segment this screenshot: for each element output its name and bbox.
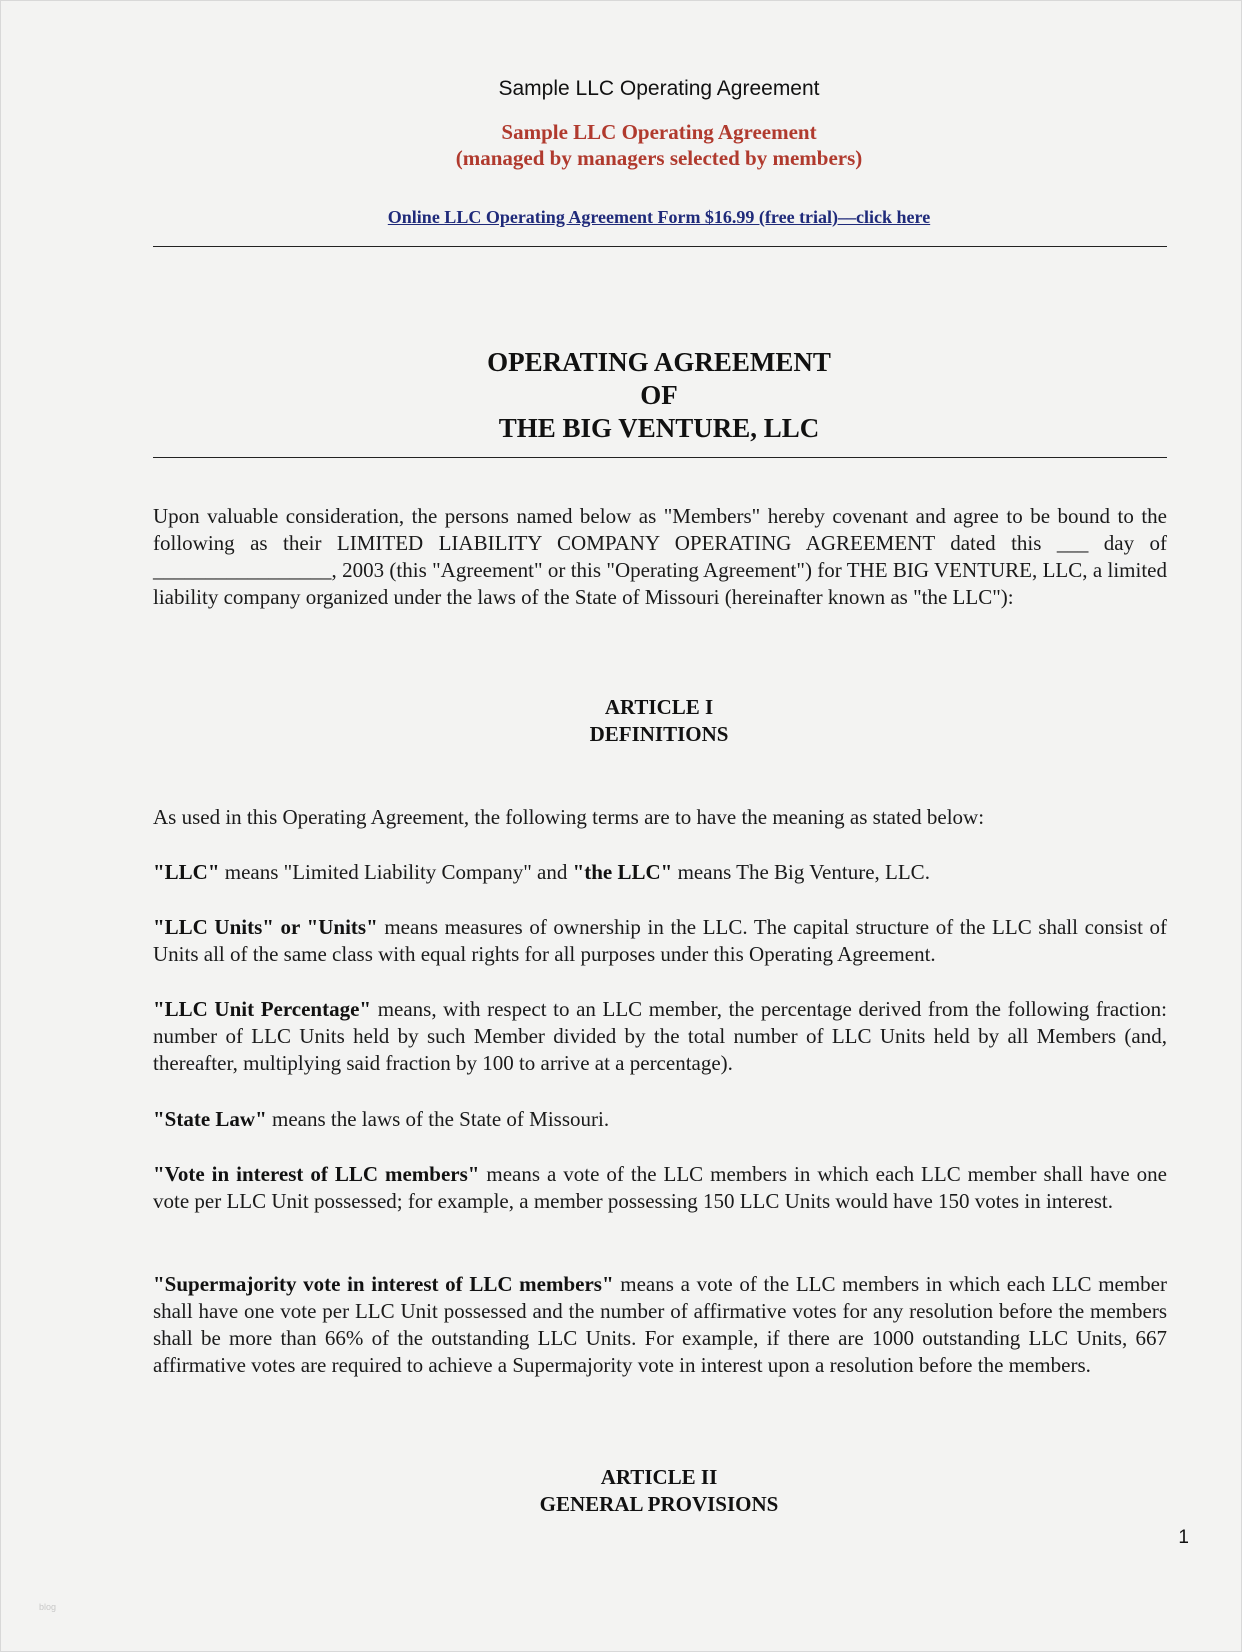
term-supermajority: "Supermajority vote in interest of LLC members" bbox=[153, 1272, 614, 1296]
definition-llc: "LLC" means "Limited Liability Company" and "the LLC" means The Big Venture, LLC. bbox=[153, 860, 930, 884]
term-the-llc: "the LLC" bbox=[572, 860, 673, 884]
article-2-name: GENERAL PROVISIONS bbox=[539, 1492, 779, 1516]
definition-supermajority: "Supermajority vote in interest of LLC members" means a vote of the LLC members in which each LLC member shall have one vote per LLC Unit possessed and the number of affirmative votes for any resolution before the members shall be more than 66% of the outstanding LLC Units. For example, if there are 1000 outstanding LLC Units, 667 affirmative votes are required to achieve a Supermajority vote in interest upon a resolution before the members. bbox=[153, 1272, 1167, 1377]
company-name-title: THE BIG VENTURE, LLC bbox=[498, 413, 820, 443]
agreement-title: OPERATING AGREEMENT bbox=[487, 347, 831, 377]
term-llc-units: "LLC Units" or "Units" bbox=[153, 915, 378, 939]
definitions-intro: As used in this Operating Agreement, the following terms are to have the meaning as stated below: bbox=[153, 805, 985, 829]
term-vote-in-interest: "Vote in interest of LLC members" bbox=[153, 1162, 480, 1186]
definition-state-law: "State Law" means the laws of the State of Missouri. bbox=[153, 1107, 610, 1131]
article-2-number: ARTICLE II bbox=[600, 1465, 718, 1489]
title-divider bbox=[153, 457, 1167, 458]
intro-paragraph: Upon valuable consideration, the persons named below as "Members" hereby covenant and agree to be bound to the following as their LIMITED LIABILITY COMPANY OPERATING AGREEMENT dated this ___ day of _________________, 2003 (this "Agreement" or this "Operating Agreement") for THE BIG VENTURE, LLC, a limited liability company organized under the laws of the State of Missouri (hereinafter known as "the LLC"): bbox=[153, 504, 1167, 609]
red-subtitle: (managed by managers selected by members) bbox=[455, 146, 863, 170]
definition-llc-units: "LLC Units" or "Units" means measures of ownership in the LLC. The capital structure of the LLC shall consist of Units all of the same class with equal rights for all purposes under this Operating Agreement. bbox=[153, 915, 1167, 966]
watermark: blog bbox=[39, 1602, 57, 1612]
term-llc: "LLC" bbox=[153, 860, 220, 884]
term-state-law: "State Law" bbox=[153, 1107, 267, 1131]
term-unit-percentage: "LLC Unit Percentage" bbox=[153, 997, 372, 1021]
header-title: Sample LLC Operating Agreement bbox=[498, 77, 820, 100]
article-1-number: ARTICLE I bbox=[604, 695, 714, 719]
definition-unit-percentage: "LLC Unit Percentage" means, with respect to an LLC member, the percentage derived from the following fraction: number of LLC Units held by such Member divided by the total number of LLC Units held by all Members (and, thereafter, multiplying said fraction by 100 to arrive at a percentage). bbox=[153, 997, 1167, 1075]
agreement-title-of: OF bbox=[640, 380, 678, 410]
article-1-name: DEFINITIONS bbox=[589, 722, 729, 746]
definition-vote-in-interest: "Vote in interest of LLC members" means a vote of the LLC members in which each LLC member shall have one vote per LLC Unit possessed; for example, a member possessing 150 LLC Units would have 150 votes in interest. bbox=[153, 1162, 1167, 1213]
red-title: Sample LLC Operating Agreement bbox=[501, 120, 817, 144]
page-number: 1 bbox=[1178, 1527, 1189, 1548]
top-divider bbox=[153, 246, 1167, 247]
online-form-link[interactable]: Online LLC Operating Agreement Form $16.99 (free trial)––click here bbox=[387, 207, 931, 227]
